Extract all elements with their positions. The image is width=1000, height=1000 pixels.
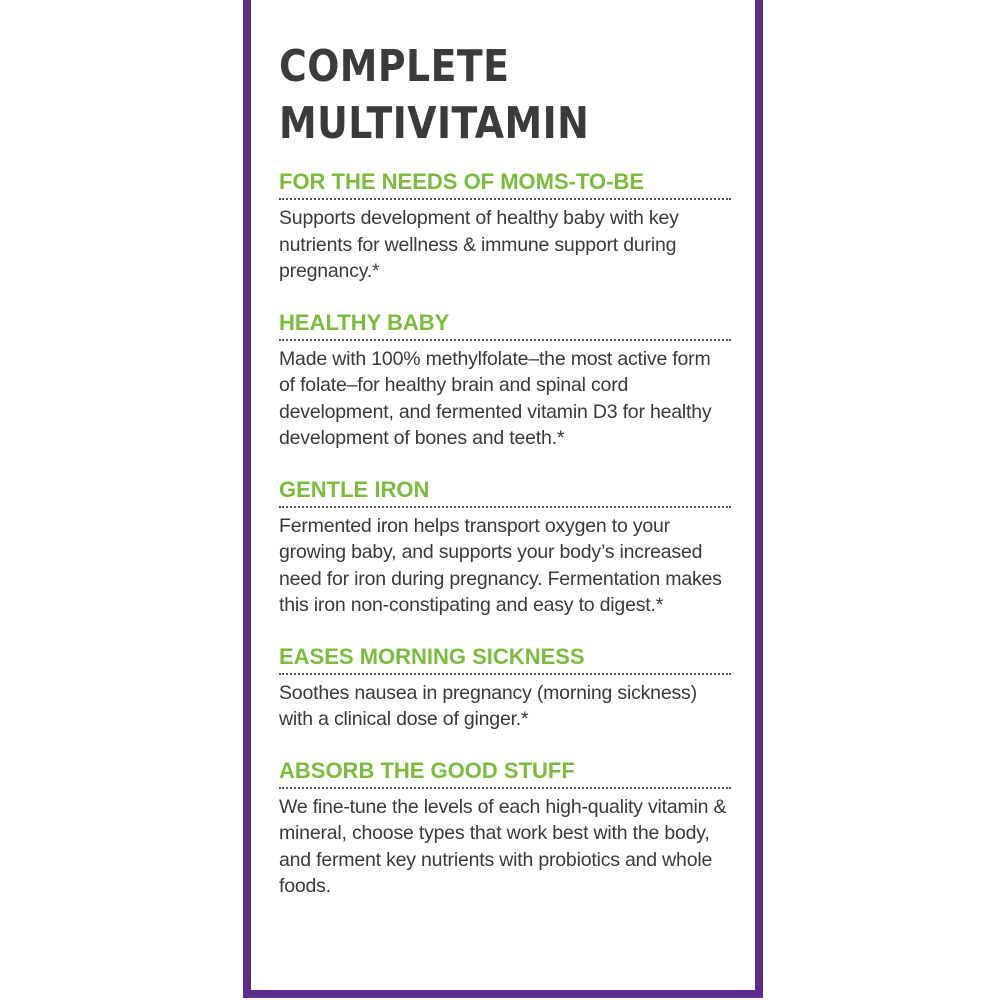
product-info-panel — [243, 0, 763, 998]
title-line-1: COMPLETE — [279, 41, 510, 92]
section-heading: FOR THE NEEDS OF MOMS-TO-BE — [279, 168, 731, 200]
section-heading: EASES MORNING SICKNESS — [279, 643, 731, 675]
section-heading: GENTLE IRON — [279, 476, 731, 508]
section-morning-sickness — [279, 643, 731, 733]
section-heading: ABSORB THE GOOD STUFF — [279, 757, 731, 789]
section-body: We fine-tune the levels of each high-quality vitamin & mineral, choose types that work best with the body, and ferment key nutrients with probiotics and whole foods. — [279, 795, 727, 897]
panel-content — [279, 38, 731, 900]
section-body: Soothes nausea in pregnancy (morning sickness) with a clinical dose of ginger.* — [279, 681, 697, 730]
title-line-2: MULTIVITAMIN — [279, 98, 590, 149]
section-moms-to-be — [279, 168, 731, 285]
section-heading: HEALTHY BABY — [279, 309, 731, 341]
section-body: Fermented iron helps transport oxygen to your growing baby, and supports your body’s increased need for iron during pregnancy. Fermentation makes this iron non-constipating and easy to digest.* — [279, 514, 722, 616]
section-body: Supports development of healthy baby with key nutrients for wellness & immune support during pregnancy.* — [279, 207, 679, 282]
section-absorb-good-stuff — [279, 757, 731, 900]
section-body: Made with 100% methylfolate–the most active form of folate–for healthy brain and spinal cord development, and fermented vitamin D3 for healthy development of bones and teeth.* — [279, 347, 712, 449]
section-healthy-baby — [279, 309, 731, 452]
product-title — [279, 38, 668, 152]
section-gentle-iron — [279, 476, 731, 619]
